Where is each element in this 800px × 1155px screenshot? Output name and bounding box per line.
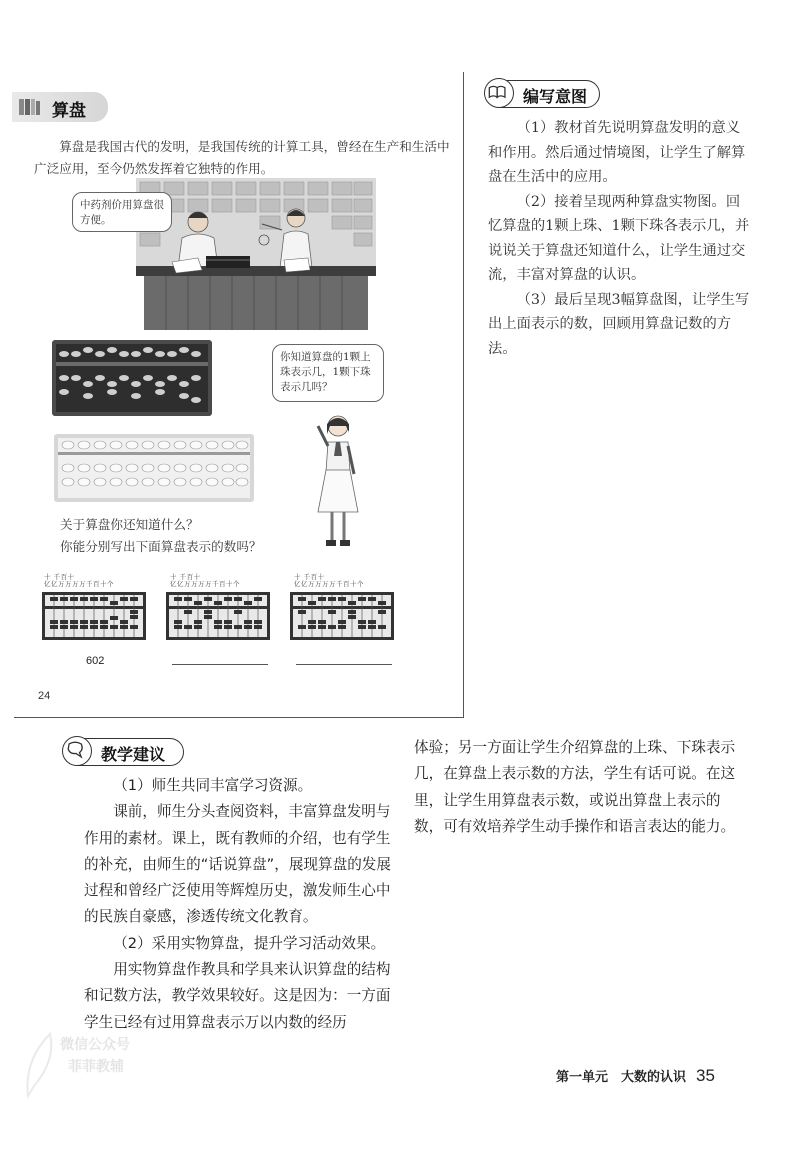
abacus-exercise-c — [290, 592, 394, 640]
advice-subhead-1: （1）师生共同丰富学习资源。 — [113, 777, 313, 794]
intent-title: 编写意图 — [523, 87, 588, 106]
chat-icon-circle — [62, 736, 92, 766]
advice-paragraph-3: 体验；另一方面让学生介绍算盘的上珠、下珠表示几，在算盘上表示数的方法，学生有话可说。在这里，让学生用算盘表示数，或说出算盘上表示的数，可有效培养学生动手操作和语言表达的能力。 — [414, 739, 736, 835]
answer-blank-b[interactable] — [172, 664, 268, 665]
section-tab — [12, 92, 108, 122]
pharmacist-speech-bubble — [72, 192, 172, 232]
advice-paragraph-1: 课前，师生分头查阅资料，丰富算盘发明与作用的素材。课上，既有教师的介绍，也有学生的补充，由师生的“话说算盘”，展现算盘的发展过程和曾经广泛使用等辉煌历史，激发师生心中的民族自豪感，渗透传统文化教育。 — [84, 803, 391, 926]
intent-point-1: （1）教材首先说明算盘发明的意义和作用。然后通过情境图，让学生了解算盘在生活中的应用。 — [488, 120, 746, 185]
question-1: 关于算盘你还知道什么？ — [60, 517, 199, 532]
advice-paragraph-2: 用实物算盘作教具和学具来认识算盘的结构和记数方法，教学效果较好。这是因为：一方面学生已经有过用算盘表示万以内数的经历 — [84, 961, 391, 1031]
open-book-icon — [485, 79, 511, 105]
textbook-page-number: 24 — [38, 690, 51, 702]
section-title: 算盘 — [52, 101, 86, 121]
intent-point-2: （2）接着呈现两种算盘实物图。回忆算盘的1颗上珠、1颗下珠各表示几，并说说关于算盘还知道什么，让学生通过交流，丰富对算盘的认识。 — [488, 193, 750, 283]
book-icon — [18, 97, 42, 117]
intent-header — [486, 80, 600, 108]
abacus-exercise-b — [166, 592, 270, 640]
watermark-line-2: 菲菲教辅 — [68, 1059, 124, 1075]
pharmacist-speech-text: 中药剂价用算盘很方便。 — [80, 199, 164, 226]
answer-a: 602 — [86, 655, 105, 667]
advice-right-column — [414, 735, 744, 840]
advice-subhead-2: （2）采用实物算盘，提升学习活动效果。 — [113, 934, 386, 952]
place-labels-b: 十 千百十 亿亿万万万万千百十个 — [170, 573, 240, 588]
girl-illustration — [312, 412, 362, 554]
book-icon-circle — [484, 78, 514, 108]
advice-header — [64, 738, 184, 766]
pharmacy-scene-illustration — [136, 178, 376, 330]
advice-left-column — [84, 773, 396, 1036]
abacus-photo-light — [54, 434, 254, 502]
place-labels-c: 十 千百十 亿亿万万万万千百十个 — [294, 573, 364, 588]
intent-body — [488, 116, 750, 361]
question-2: 你能分别写出下面算盘表示的数吗？ — [60, 539, 262, 554]
girl-speech-text: 你知道算盘的1颗上珠表示几，1颗下珠表示几吗？ — [280, 351, 371, 393]
girl-speech-bubble — [272, 344, 384, 402]
unit-label: 第一单元 大数的认识 — [556, 1070, 687, 1085]
feather-watermark-icon — [20, 1030, 60, 1100]
page-footer — [556, 1066, 715, 1086]
textbook-intro: 算盘是我国古代的发明，是我国传统的计算工具，曾经在生产和生活中广泛应用，至今仍然发挥着它独特的作用。 — [34, 139, 450, 176]
abacus-exercise-a — [42, 592, 146, 640]
page-number: 35 — [696, 1066, 715, 1085]
place-labels-a: 十 千百十 亿亿万万万万千百十个 — [44, 573, 114, 588]
intent-point-3: （3）最后呈现3幅算盘图，让学生写出上面表示的数，回顾用算盘记数的方法。 — [488, 291, 750, 357]
advice-title: 教学建议 — [101, 745, 166, 764]
abacus-photo-dark — [52, 340, 212, 416]
speech-icon — [63, 737, 89, 763]
watermark-line-1: 微信公众号 — [60, 1037, 130, 1053]
watermark — [20, 1030, 150, 1110]
answer-blank-c[interactable] — [296, 664, 392, 665]
